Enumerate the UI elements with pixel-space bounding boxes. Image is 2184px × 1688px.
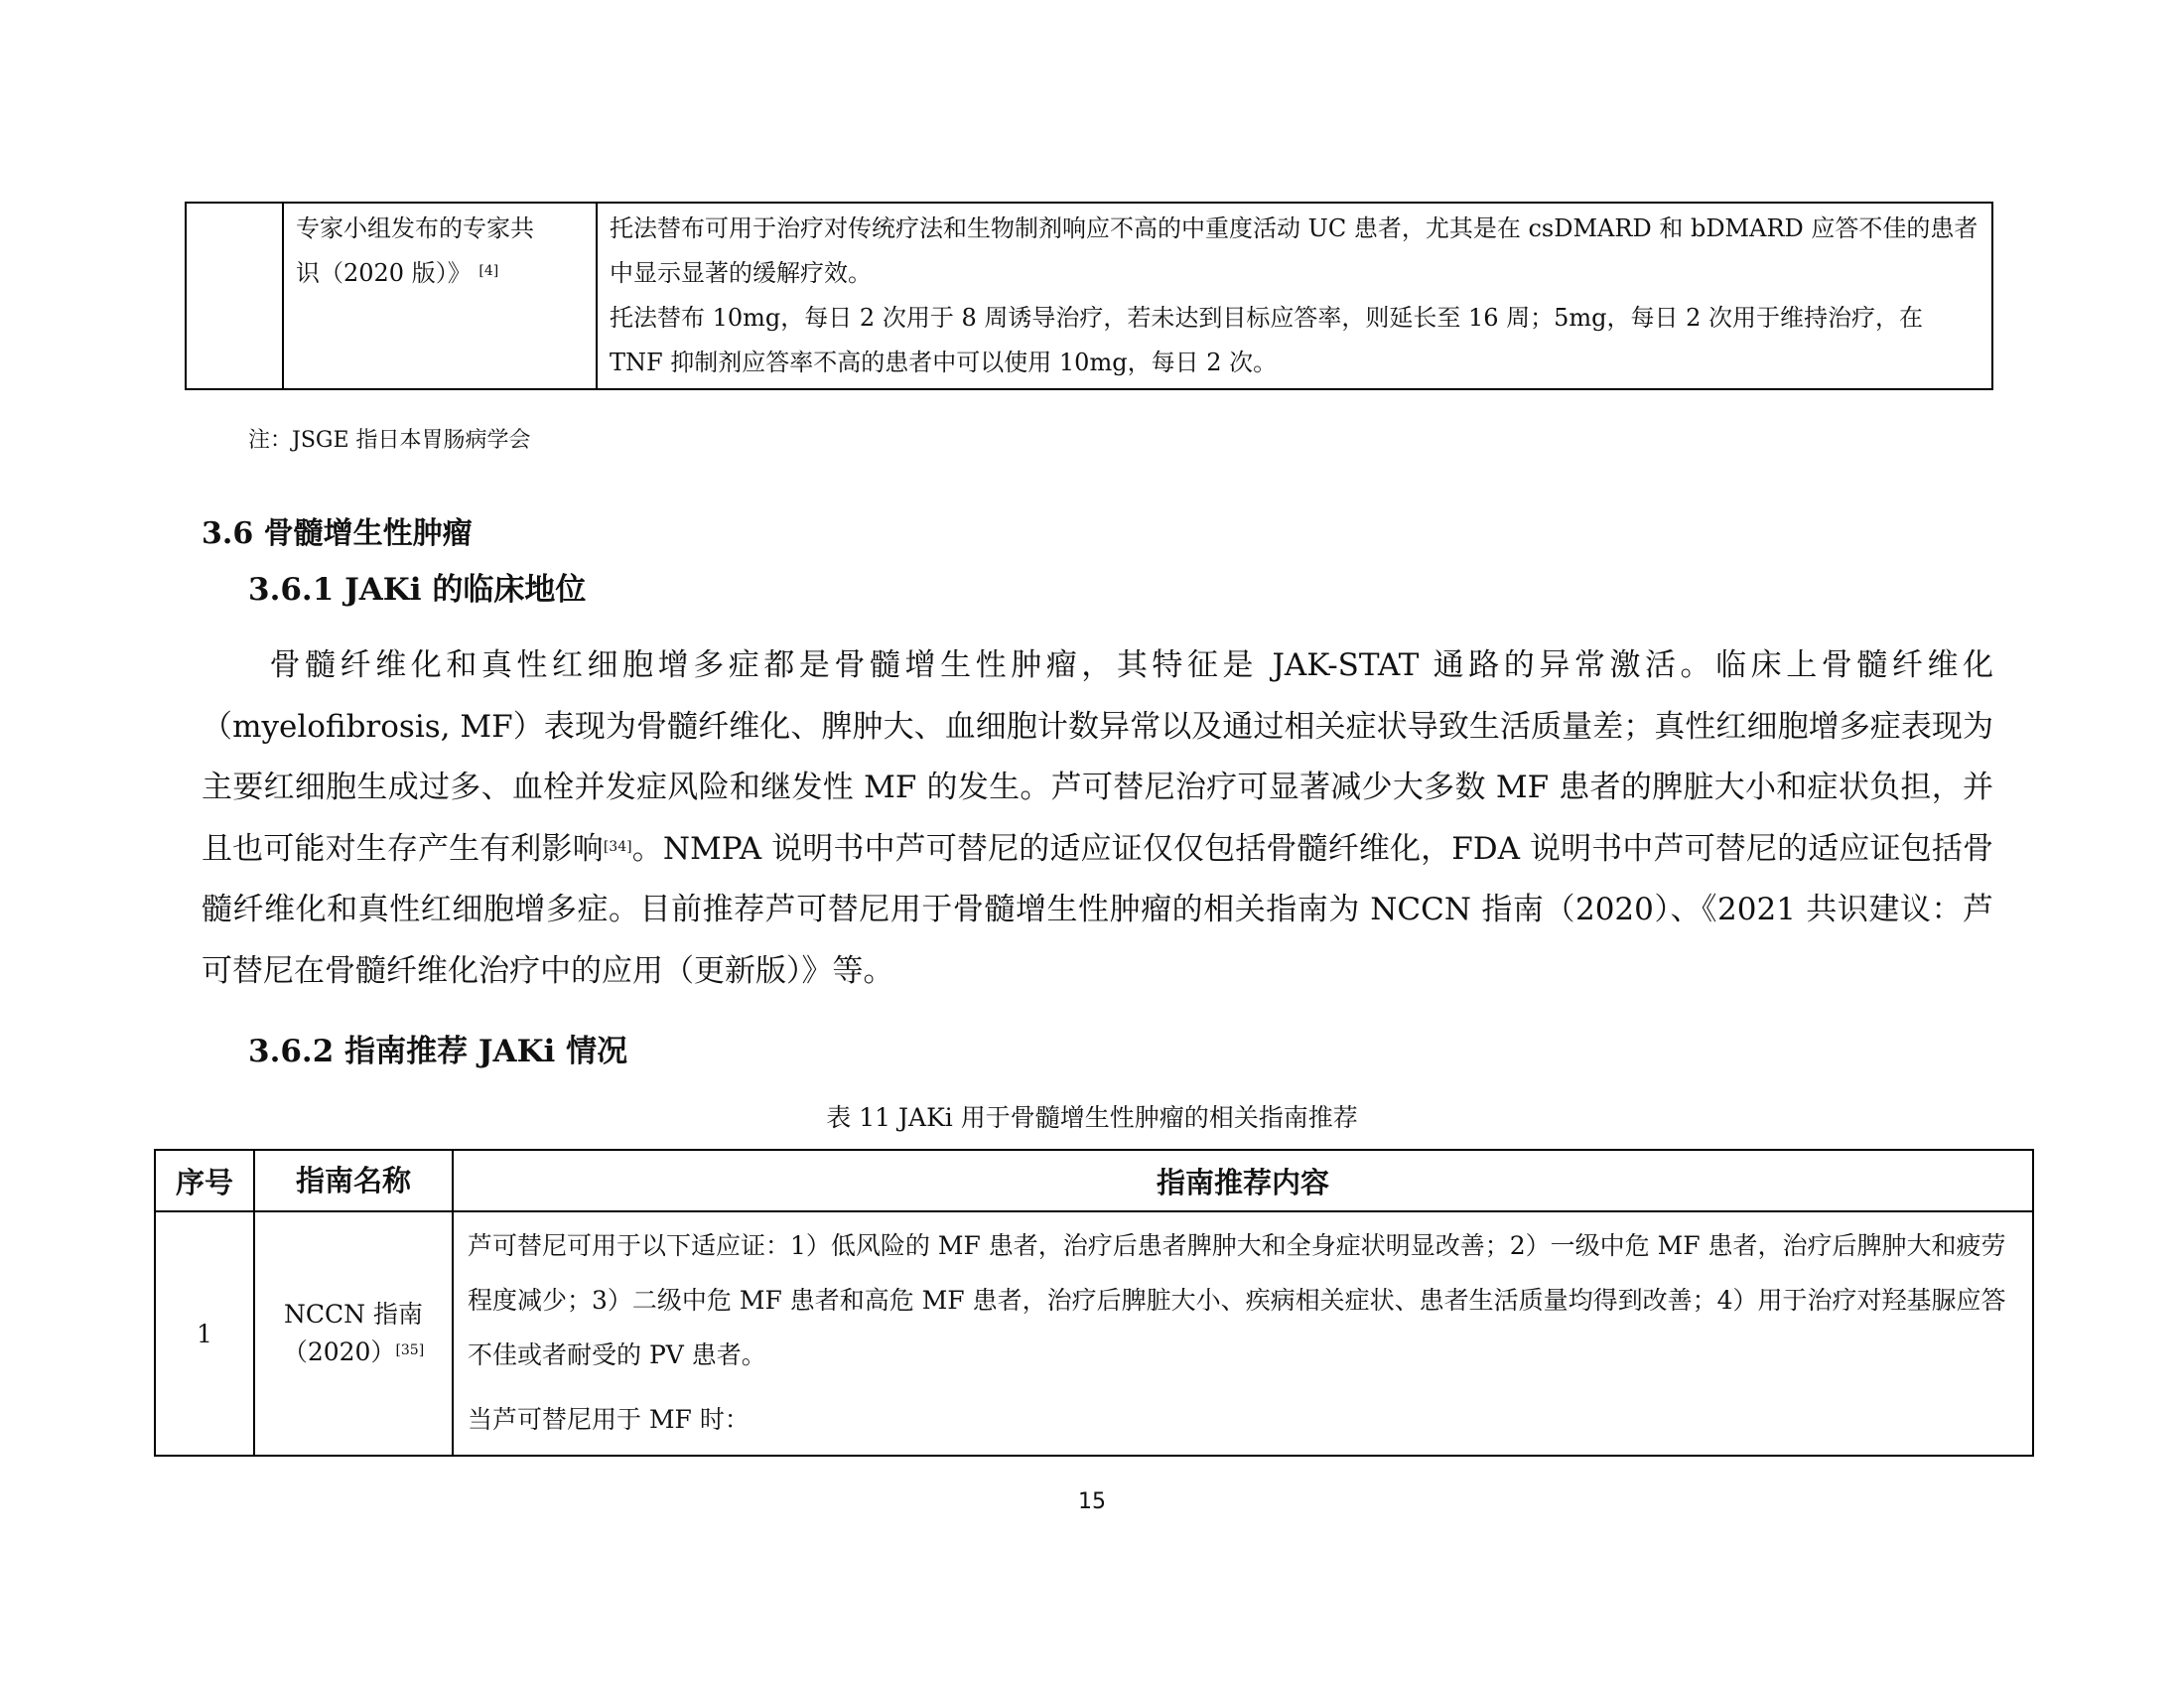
table-row bbox=[155, 1211, 2033, 1456]
subsection-heading: 3.6.1 JAKi 的临床地位 bbox=[248, 572, 587, 608]
page-number: 15 bbox=[1078, 1489, 1106, 1514]
citation-ref[interactable]: [35] bbox=[395, 1342, 425, 1358]
paragraph-text: 。NMPA 说明书中芦可替尼的适应证仅仅包括骨髓纤维化，FDA 说明书中芦可替尼的适应证包括骨髓纤维化和真性红细胞增多症。目前推荐芦可替尼用于骨髓增生性肿瘤的相关指南为 NCCN 指南（2020）、《2021 共识建议：芦可替尼在骨髓纤维化治疗中的应用（更新版）》等。 bbox=[202, 830, 1993, 989]
table-cell-no: 1 bbox=[155, 1211, 254, 1456]
guideline-name-line1: 专家小组发布的专家共 bbox=[296, 214, 534, 242]
guideline-name-line1: NCCN 指南 bbox=[284, 1300, 423, 1329]
content-paragraph: 当芦可替尼用于 MF 时： bbox=[468, 1405, 750, 1434]
table-header-row bbox=[155, 1150, 2033, 1211]
table-note: 注：JSGE 指日本胃肠病学会 bbox=[248, 428, 531, 453]
table-cell-guideline bbox=[254, 1211, 453, 1456]
subsection-heading: 3.6.2 指南推荐 JAKi 情况 bbox=[248, 1034, 628, 1069]
citation-ref[interactable]: [34] bbox=[603, 838, 632, 855]
table-cell-no bbox=[186, 203, 283, 389]
guideline-name-line2 bbox=[296, 251, 584, 296]
column-header-no: 序号 bbox=[155, 1150, 254, 1211]
table-cell-content bbox=[597, 203, 1992, 389]
content-paragraph: 托法替布可用于治疗对传统疗法和生物制剂响应不高的中重度活动 UC 患者，尤其是在 csDMARD 和 bDMARD 应答不佳的患者中显示显著的缓解疗效。 bbox=[610, 214, 1979, 287]
content-paragraph: 托法替布 10mg，每日 2 次用于 8 周诱导治疗，若未达到目标应答率，则延长至 16 周；5mg，每日 2 次用于维持治疗，在 TNF 抑制剂应答率不高的患者中可以使用 10mg，每日 2 次。 bbox=[610, 304, 1924, 376]
guideline-table bbox=[154, 1149, 2034, 1457]
table-caption: 表 11 JAKi 用于骨髓增生性肿瘤的相关指南推荐 bbox=[826, 1103, 1358, 1132]
top-table bbox=[185, 202, 1993, 390]
citation-ref[interactable]: [4] bbox=[478, 263, 499, 279]
table-row bbox=[186, 203, 1992, 389]
section-heading: 3.6 骨髓增生性肿瘤 bbox=[202, 516, 473, 551]
content-paragraph: 芦可替尼可用于以下适应证：1）低风险的 MF 患者，治疗后患者脾肿大和全身症状明显改善；2）一级中危 MF 患者，治疗后脾肿大和疲劳程度减少；3）二级中危 MF 患者和高危 MF 患者，治疗后脾脏大小、疾病相关症状、患者生活质量均得到改善；4）用于治疗对羟基脲应答不佳或者耐受的 PV 患者。 bbox=[468, 1231, 2006, 1369]
column-header-guideline: 指南名称 bbox=[254, 1150, 453, 1211]
table-cell-content bbox=[453, 1211, 2033, 1456]
column-header-content: 指南推荐内容 bbox=[453, 1150, 2033, 1211]
guideline-name-text: 识（2020 版）》 bbox=[296, 259, 472, 287]
paragraph-text: 骨髓纤维化和真性红细胞增多症都是骨髓增生性肿瘤，其特征是 JAK-STAT 通路的异常激活。临床上骨髓纤维化（myelofibrosis, MF）表现为骨髓纤维化、脾肿大、血细胞计数异常以及通过相关症状导致生活质量差；真性红细胞增多症表现为主要红细胞生成过多、血栓并发症风险和继发性 MF 的发生。芦可替尼治疗可显著减少大多数 MF 患者的脾脏大小和症状负担，并且也可能对生存产生有利影响 bbox=[202, 647, 1993, 867]
guideline-name-line2 bbox=[256, 1334, 451, 1371]
body-paragraph bbox=[202, 635, 1993, 1002]
table-cell-guideline bbox=[283, 203, 597, 389]
guideline-name-text: （2020） bbox=[282, 1337, 396, 1366]
